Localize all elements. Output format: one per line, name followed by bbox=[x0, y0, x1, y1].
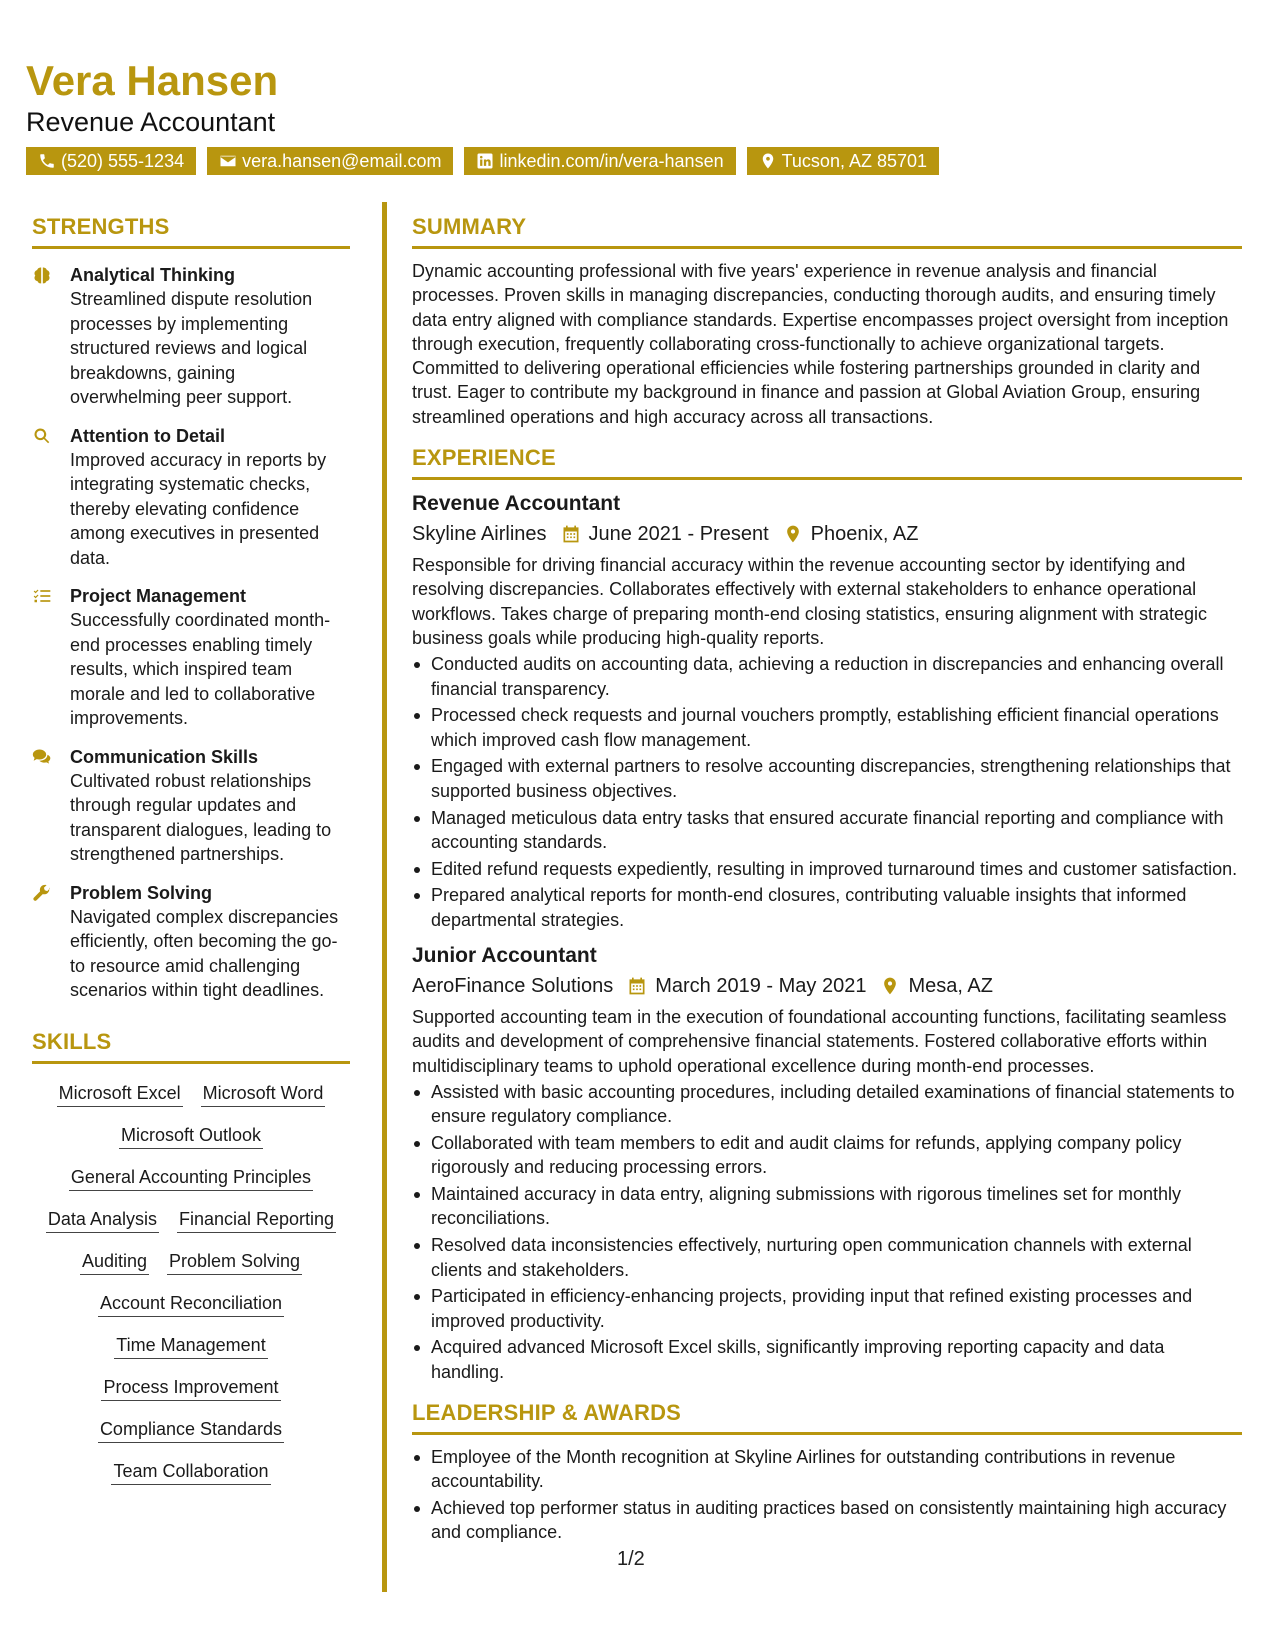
skill-tag: Time Management bbox=[114, 1332, 267, 1359]
job-location: Phoenix, AZ bbox=[810, 523, 919, 546]
job-meta bbox=[412, 520, 1242, 548]
bullet-item: Achieved top performer status in auditing practices based on consistently maintaining high accuracy and compliance. bbox=[412, 1496, 1242, 1545]
summary-heading: SUMMARY bbox=[412, 214, 1242, 249]
job-company: AeroFinance Solutions bbox=[412, 975, 614, 998]
right-column bbox=[412, 214, 1242, 1547]
skills-list bbox=[32, 1080, 350, 1485]
linkedin-icon bbox=[476, 152, 494, 170]
job-location: Mesa, AZ bbox=[908, 975, 993, 998]
phone-text: (520) 555-1234 bbox=[61, 150, 185, 171]
skill-tag: Auditing bbox=[80, 1248, 149, 1275]
strength-desc: Navigated complex discrepancies efficiently, often becoming the go-to resource amid challenging scenarios within tight deadlines. bbox=[70, 906, 339, 1000]
skill-tag: Microsoft Outlook bbox=[119, 1122, 263, 1149]
experience-heading: EXPERIENCE bbox=[412, 445, 1242, 480]
job-dates: June 2021 - Present bbox=[588, 523, 769, 546]
column-divider bbox=[382, 202, 387, 1592]
brain-icon bbox=[32, 265, 52, 285]
strengths-heading: STRENGTHS bbox=[32, 214, 350, 249]
skill-tag: General Accounting Principles bbox=[69, 1164, 313, 1191]
comments-icon bbox=[32, 747, 52, 767]
skill-tag: Account Reconciliation bbox=[98, 1290, 284, 1317]
strength-desc: Improved accuracy in reports by integrating systematic checks, thereby elevating confidence among executives in presented data. bbox=[70, 449, 327, 568]
page-number: 1/2 bbox=[617, 1548, 645, 1570]
skill-tag: Microsoft Excel bbox=[57, 1080, 183, 1107]
job-title: Revenue Accountant bbox=[412, 492, 621, 516]
tasks-icon bbox=[32, 586, 52, 606]
experience-section bbox=[412, 445, 1242, 1384]
bullet-item: Managed meticulous data entry tasks that ensured accurate financial reporting and compliance with accounting standards. bbox=[412, 806, 1242, 855]
strength-title: Problem Solving bbox=[70, 882, 213, 903]
strength-item bbox=[32, 745, 350, 867]
bullet-item: Engaged with external partners to resolve accounting discrepancies, strengthening relationships that supported business objectives. bbox=[412, 754, 1242, 803]
bullet-item: Resolved data inconsistencies effectively, nurturing open communication channels with external clients and stakeholders. bbox=[412, 1233, 1242, 1282]
map-pin-icon bbox=[783, 524, 803, 544]
leadership-heading: LEADERSHIP & AWARDS bbox=[412, 1400, 1242, 1435]
wrench-icon bbox=[32, 883, 52, 903]
map-pin-icon bbox=[759, 152, 777, 170]
bullet-item: Processed check requests and journal vouchers promptly, establishing efficient financial operations which improved cash flow management. bbox=[412, 703, 1242, 752]
job-title: Junior Accountant bbox=[412, 944, 597, 968]
search-icon bbox=[32, 426, 52, 446]
strength-item bbox=[32, 881, 350, 1003]
email-contact[interactable] bbox=[207, 147, 453, 175]
strength-item bbox=[32, 424, 350, 571]
location-text: Tucson, AZ 85701 bbox=[781, 150, 928, 171]
bullet-item: Acquired advanced Microsoft Excel skills, significantly improving reporting capacity and data handling. bbox=[412, 1335, 1242, 1384]
job-bullets bbox=[412, 652, 1242, 932]
calendar-icon bbox=[627, 976, 647, 996]
job-entry bbox=[412, 490, 1242, 932]
candidate-name: Vera Hansen bbox=[26, 57, 279, 104]
job-company: Skyline Airlines bbox=[412, 523, 547, 546]
strength-desc: Successfully coordinated month-end processes enabling timely results, which inspired team morale and led to collaborative improvements. bbox=[70, 610, 331, 728]
map-pin-icon bbox=[880, 976, 900, 996]
envelope-icon bbox=[219, 152, 237, 170]
summary-text: Dynamic accounting professional with five years' experience in revenue analysis and financial processes. Proven skills in managing discrepancies, conducting thorough audits, and ensuring timely data entry aligned with compliance standards. Expertise encompasses project oversight from inception through execution, frequently collaborating cross-functionally to achieve organizational targets. Committed to delivering operational efficiencies while fostering partnerships grounded in clarity and trust. Eager to contribute my background in finance and passion at Global Aviation Group, ensuring streamlined operations and high accuracy across all transactions. bbox=[412, 261, 1229, 427]
strength-desc: Cultivated robust relationships through regular updates and transparent dialogues, leading to strengthened partnerships. bbox=[70, 770, 332, 864]
skill-tag: Data Analysis bbox=[46, 1206, 159, 1233]
skill-tag: Financial Reporting bbox=[177, 1206, 336, 1233]
bullet-item: Conducted audits on accounting data, achieving a reduction in discrepancies and enhancing overall financial transparency. bbox=[412, 652, 1242, 701]
job-description: Responsible for driving financial accuracy within the revenue accounting sector by identifying and resolving discrepancies. Collaborates effectively with external stakeholders to enhance operational workflows. Takes charge of preparing month-end closing statistics, ensuring alignment with strategic business goals while producing high-quality reports. bbox=[412, 555, 1208, 648]
linkedin-contact[interactable] bbox=[464, 147, 735, 175]
job-bullets bbox=[412, 1080, 1242, 1384]
job-dates: March 2019 - May 2021 bbox=[655, 975, 867, 998]
skill-tag: Process Improvement bbox=[101, 1374, 280, 1401]
location-contact bbox=[747, 147, 939, 175]
strength-item bbox=[32, 263, 350, 410]
bullet-item: Assisted with basic accounting procedures, including detailed examinations of financial statements to ensure regulatory compliance. bbox=[412, 1080, 1242, 1129]
email-text: vera.hansen@email.com bbox=[242, 150, 442, 171]
leadership-section bbox=[412, 1400, 1242, 1545]
strength-title: Communication Skills bbox=[70, 746, 259, 767]
skills-heading: SKILLS bbox=[32, 1029, 350, 1064]
skill-tag: Problem Solving bbox=[167, 1248, 302, 1275]
bullet-item: Participated in efficiency-enhancing projects, providing input that refined existing processes and improved productivity. bbox=[412, 1284, 1242, 1333]
contact-bar bbox=[26, 147, 1246, 175]
calendar-icon bbox=[561, 524, 581, 544]
bullet-item: Collaborated with team members to edit and audit claims for refunds, applying company policy rigorously and reducing processing errors. bbox=[412, 1131, 1242, 1180]
strength-desc: Streamlined dispute resolution processes by implementing structured reviews and logical breakdowns, gaining overwhelming peer support. bbox=[70, 289, 313, 407]
skill-tag: Microsoft Word bbox=[201, 1080, 326, 1107]
job-entry bbox=[412, 942, 1242, 1384]
candidate-role: Revenue Accountant bbox=[26, 107, 276, 138]
strength-title: Project Management bbox=[70, 586, 247, 606]
phone-icon bbox=[38, 152, 56, 170]
job-meta bbox=[412, 972, 1242, 1000]
resume-header bbox=[26, 58, 1246, 175]
job-description: Supported accounting team in the execution of foundational accounting functions, facilitating seamless audits and development of comprehensive financial statements. Fostered collaborative efforts within multidisciplinary teams to uphold operational excellence during month-end processes. bbox=[412, 1007, 1227, 1076]
bullet-item: Maintained accuracy in data entry, aligning submissions with rigorous timelines set for monthly reconciliations. bbox=[412, 1182, 1242, 1231]
strength-title: Analytical Thinking bbox=[70, 265, 236, 285]
bullet-item: Prepared analytical reports for month-end closures, contributing valuable insights that informed departmental strategies. bbox=[412, 883, 1242, 932]
linkedin-text: linkedin.com/in/vera-hansen bbox=[499, 150, 724, 171]
bullet-item: Employee of the Month recognition at Skyline Airlines for outstanding contributions in revenue accountability. bbox=[412, 1445, 1242, 1494]
strength-title: Attention to Detail bbox=[70, 425, 225, 446]
leadership-bullets bbox=[412, 1445, 1242, 1545]
skill-tag: Team Collaboration bbox=[111, 1458, 270, 1485]
phone-contact[interactable] bbox=[26, 147, 196, 175]
skill-tag: Compliance Standards bbox=[98, 1416, 284, 1443]
strength-item bbox=[32, 584, 350, 731]
bullet-item: Edited refund requests expediently, resulting in improved turnaround times and customer satisfaction. bbox=[412, 857, 1242, 881]
left-column bbox=[32, 214, 350, 1485]
